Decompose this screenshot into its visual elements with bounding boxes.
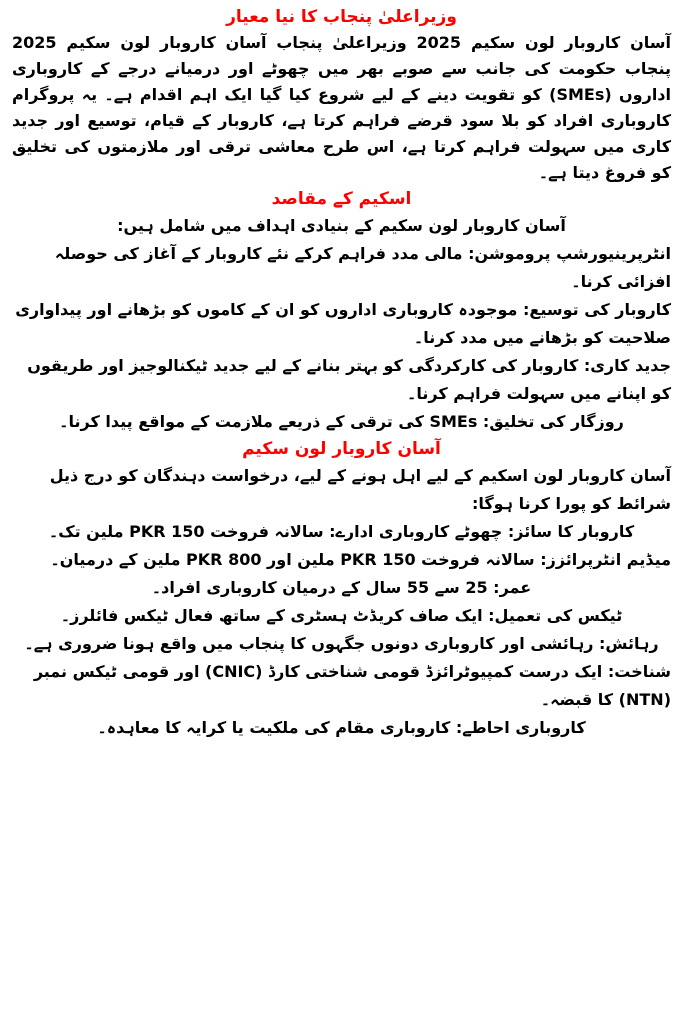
objective-item: روزگار کی تخلیق: SMEs کی ترقی کے ذریعے ملازمت کے مواقع پیدا کرنا۔: [59, 412, 624, 431]
objective-item: کاروبار کی توسیع: موجودہ کاروباری اداروں کو ان کے کاموں کو بڑھانے اور پیداواری صلاحیت کو بڑھانے میں مدد کرنا۔: [15, 300, 671, 347]
objectives-intro: آسان کاروبار لون سکیم کے بنیادی اہداف میں شامل ہیں:: [117, 216, 566, 235]
objective-item: جدید کاری: کاروبار کی کارکردگی کو بہتر بنانے کے لیے جدید ٹیکنالوجیز اور طریقوں کو اپنانے میں سہولت فراہم کرنا۔: [27, 356, 671, 403]
eligibility-intro: آسان کاروبار لون اسکیم کے لیے اہل ہونے کے لیے، درخواست دہندگان کو درج ذیل شرائط کو پورا کرنا ہوگا:: [49, 466, 671, 513]
section-heading-objectives: اسکیم کے مقاصد: [271, 189, 412, 209]
eligibility-item: ٹیکس کی تعمیل: ایک صاف کریڈٹ ہسٹری کے ساتھ فعال ٹیکس فائلرز۔: [60, 606, 623, 625]
eligibility-item: شناخت: ایک درست کمپیوٹرائزڈ قومی شناختی کارڈ (CNIC) اور قومی ٹیکس نمبر (NTN) کا قبضہ۔: [33, 662, 671, 709]
objective-item: انٹرپرینیورشپ پروموشن: مالی مدد فراہم کرکے نئے کاروبار کے آغاز کی حوصلہ افزائی کرنا۔: [54, 244, 671, 291]
eligibility-item: کاروباری احاطے: کاروباری مقام کی ملکیت یا کرایہ کا معاہدہ۔: [97, 718, 586, 737]
eligibility-item: کاروبار کا سائز: چھوٹے کاروباری ادارے: سالانہ فروخت PKR 150 ملین تک۔: [48, 522, 635, 541]
eligibility-item: رہائش: رہائشی اور کاروباری دونوں جگہوں کا پنجاب میں واقع ہونا ضروری ہے۔: [24, 634, 659, 653]
intro-paragraph: آسان کاروبار لون سکیم 2025 وزیراعلیٰ پنجاب آسان کاروبار لون سکیم 2025 پنجاب حکومت کی جانب سے صوبے بھر میں چھوٹے اور درمیانے درجے کے کاروباری اداروں (SMEs) کو تقویت دینے کے لیے شروع کیا گیا ایک اہم اقدام ہے۔ یہ پروگرام کاروباری افراد کو بلا سود قرضے فراہم کرتا ہے، کاروبار کے قیام، توسیع اور جدید کاری میں سہولت فراہم کرتا ہے، اس طرح معاشی ترقی اور ملازمتوں کی تخلیق کو فروغ دیتا ہے۔: [12, 33, 672, 182]
section-heading-new-standard: وزیراعلیٰ پنجاب کا نیا معیار: [226, 7, 457, 27]
eligibility-item: عمر: 25 سے 55 سال کے درمیان کاروباری افراد۔: [151, 578, 532, 597]
section-heading-loan-scheme: آسان کاروبار لون سکیم: [242, 439, 441, 459]
eligibility-item: میڈیم انٹرپرائزز: سالانہ فروخت PKR 150 ملین اور PKR 800 ملین کے درمیان۔: [50, 550, 671, 569]
